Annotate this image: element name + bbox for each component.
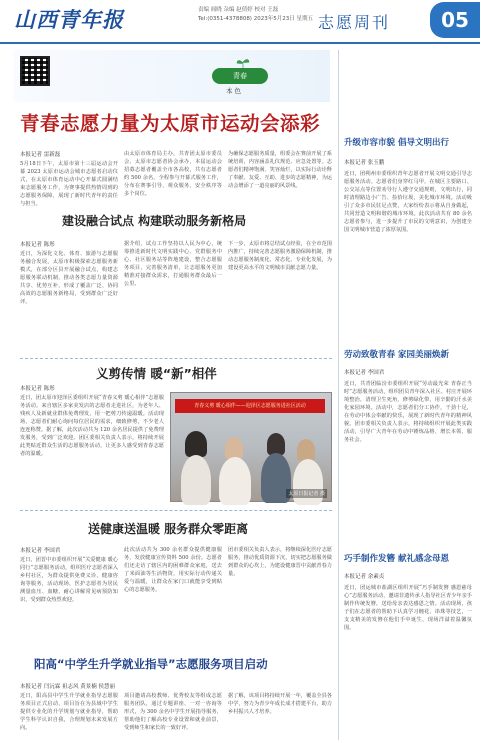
photo-person xyxy=(185,431,207,457)
story2-divider xyxy=(20,358,332,359)
side2-byline: 本报记者 李国君 xyxy=(344,370,385,376)
haircut-photo xyxy=(170,392,332,502)
story4-col-3: 据了解，该项目将持续开展一年，覆盖全县各中学，努力为青少年成长成才搭建平台，助力乡村振兴人才培养。 xyxy=(228,693,332,715)
side3-headline: 巧手制作发簪 献礼感念母恩 xyxy=(344,554,449,564)
photo-person xyxy=(297,439,315,461)
badge-sub: 本色 xyxy=(226,87,243,95)
lead-col-3: 为确保志愿服务质量，组委会在赛前开展了系统培训，内容涵盖礼仪规范、应急处置等。志愿者们精神饱满、笑容灿烂，以实际行动诠释了奉献、友爱、互助、进步的志愿精神，为运动会增添了一道亮丽的风景线。 xyxy=(228,151,332,189)
side1-text: 近日，团朔州市委组织青年志愿者开展文明交通引导志愿服务活动。志愿者们身穿红马甲，在城区主要路口、公交站点等位置劝导行人遵守交通规则，文明出行，同时清理路边小广告、捡拾垃圾，美化城市环境。活动吸引了众多市民驻足点赞，大家纷纷表示将从自身做起，共同营造文明和谐的城市环境。此次活动共有 80 余名志愿者参与，进一步提升了市民的文明意识，为创建全国文明城市营造了浓厚氛围。 xyxy=(344,171,472,233)
story4-headline: 阳高“中学生升学就业指导”志愿服务项目启动 xyxy=(34,657,268,671)
feature-banner xyxy=(14,50,330,102)
story4-byline: 本报记者 闫沅霖 祖志风 黄景楠 侯慧丽 xyxy=(20,684,115,690)
lead-byline: 本报记者 雷新磊 xyxy=(20,152,61,158)
photo-person xyxy=(267,433,285,455)
story1-byline: 本报记者 陈彤 xyxy=(20,242,55,248)
lead-col-1: 5月18日下午，太原市第十三届运动会开幕 2023 太原市运动会城市志愿者启动仪式，在太原市体育运动中心开幕式圆满结束志愿服务工作，为赛事提供热情周到的志愿服务保障，展现了新时代青年的责任与担当。 xyxy=(20,161,118,207)
masthead xyxy=(0,0,480,44)
lead-col-2: 由太原市体育局主办，共青团太原市委员会、太原市志愿者协会承办，本届运动会招募志愿者覆盖全市各高校，共有志愿者约 500 余名，全程参与开幕式服务工作，分布在赛事引导、观众服务、安全秩序等多个岗位。 xyxy=(124,151,222,197)
side2-headline: 劳动致敬青春 家园美丽焕新 xyxy=(344,350,449,360)
story2-headline: 义剪传情 暖“新”相伴 xyxy=(96,366,217,381)
photo-person xyxy=(225,437,243,459)
story2-byline: 本报记者 陈彤 xyxy=(20,386,55,392)
column-divider xyxy=(338,50,339,740)
editor-meta xyxy=(198,6,313,24)
date-line: Tel:(0351-4378808) 2023年5月23日 星期五 xyxy=(198,16,313,22)
side2-text: 近日，共青团临汾市委组织开展“劳动最光荣 青春正当时”志愿服务活动，组织团员青年深入社区、村庄开展环境整治，清理卫生死角，修剪绿化带，用辛勤的汗水美化家园环境。活动中，志愿者们分工协作，干劲十足，在劳动中体会奉献的快乐，展现了新时代青年的精神风貌。团市委相关负责人表示，将持续组织开展此类实践活动，引导广大青年在劳动中锤炼品格、增长本领、服务社会。 xyxy=(344,381,472,443)
photo-person xyxy=(181,455,211,505)
story1-col-1: 近日，为深化文化、体育、旅游与志愿服务融合发展，太原市积极探索志愿服务新模式，在部分区县开展融合试点，构建志愿服务联动机制，推动各类志愿力量资源共享、优势互补，形成了覆盖广泛、协同高效的志愿服务新格局，受到群众广泛好评。 xyxy=(20,251,118,305)
side1-byline: 本报记者 张玉鹏 xyxy=(344,160,385,166)
story3-col-3: 团市委相关负责人表示，将继续深化医疗志愿服务，推动优质资源下沉，切实把志愿服务做到群众的心坎上，为建设健康晋中贡献青春力量。 xyxy=(228,547,332,577)
photo-caption: 太原日报记者 摄 xyxy=(288,491,325,497)
story1-col-3: 下一步，太原市将总结试点经验，在全市范围内推广，持续完善志愿服务激励保障机制，推动志愿服务制度化、常态化、专业化发展，为建设更高水平的文明城市贡献志愿力量。 xyxy=(228,241,332,271)
photo-person xyxy=(219,457,251,505)
story2-text: 近日，团太原市迎泽区委组织开展“青春义剪 暖心相伴”志愿服务活动。来自辖区多家美发店的志愿者走进社区，为老年人、残疾人及新就业群体免费理发，用一把剪刀传递温暖。活动现场，志愿者们耐心询问每位居民的需求，细致修剪，不少老人连连称赞。据了解，此次活动共为 120 余名居民提供了免费理发服务，受到广泛欢迎。团区委相关负责人表示，将持续开展此类贴近群众生活的志愿服务活动，让更多人感受到青春志愿者的温暖。 xyxy=(20,395,164,457)
photo-person xyxy=(293,459,323,505)
qr-code-icon xyxy=(20,56,50,86)
story1-headline: 建设融合试点 构建联动服务新格局 xyxy=(62,214,247,228)
youth-badge xyxy=(212,60,272,98)
lead-headline: 青春志愿力量为太原市运动会添彩 xyxy=(20,112,321,135)
story3-col-2: 此次活动共为 300 余名群众提供健康服务，发放健康宣传资料 500 余份。志愿者们还走访了辖区内的困难群众家庭，送去了米面油等生活物资，用实际行动传递关爱与温暖，让群众在家门口就能享受到贴心的志愿服务。 xyxy=(124,547,222,593)
story3-divider xyxy=(20,510,332,511)
page-number: 05 xyxy=(430,2,480,38)
newspaper-logo: 山西青年报 xyxy=(14,7,124,32)
side1-headline: 升级市容市貌 倡导文明出行 xyxy=(344,138,449,148)
editor-line: 责编 阎晓 杂编 赵倩婷 校对 王磊 xyxy=(198,7,279,13)
section-title: 志愿周刊 xyxy=(318,13,391,32)
badge-label: 青春 xyxy=(212,68,268,84)
story4-col-2: 项目邀请高校教师、优秀校友等组成志愿服务团队，通过专题讲座、一对一咨询等形式，为 300 余名中学生开展指导服务，帮助他们了解高校专业设置和就业前景，受到师生和家长的一致好评。 xyxy=(124,693,222,731)
side3-byline: 本报记者 余素贞 xyxy=(344,574,385,580)
side3-text: 近日，团运城市盐湖区组织开展“巧手制发簪 感恩慈母心”志愿服务活动，邀请非遗传承人指导社区青少年亲手制作传统发簪，送给母亲表达感恩之情。活动现场，孩子们在志愿者的帮助下认真学习缠花、串珠等技艺，一支支精美的发簪在他们手中诞生，现场洋溢着温馨氛围。 xyxy=(344,585,472,631)
story3-byline: 本报记者 李国君 xyxy=(20,548,61,554)
story3-col-1: 近日，团晋中市委组织开展“关爱健康 暖心同行”志愿服务活动，组织医疗志愿者深入乡村社区，为群众提供免费义诊、健康咨询等服务，活动现场，医护志愿者为居民测量血压、血糖，耐心讲解常见病预防知识，受到群众热烈欢迎。 xyxy=(20,557,118,603)
story1-col-2: 据介绍，试点工作坚持以人民为中心，统筹推进新时代文明实践中心、党群服务中心、社区服务站等阵地建设，整合志愿服务项目，完善服务清单，让志愿服务更加精准对接群众需求，打通服务群众最后一公里。 xyxy=(124,241,222,287)
photo-banner-text: 青春义剪 暖心相伴——迎泽区志愿服务进社区活动 xyxy=(175,399,325,413)
story3-headline: 送健康送温暖 服务群众零距离 xyxy=(88,522,249,536)
sprout-icon xyxy=(236,58,250,68)
story4-col-1: 近日，阳高县中学生升学就业指导志愿服务项目正式启动，项目旨在为县域中学生提供专业化的升学规划与就业指导，帮助学生科学认识自我，合理规划未来发展方向。 xyxy=(20,693,118,731)
